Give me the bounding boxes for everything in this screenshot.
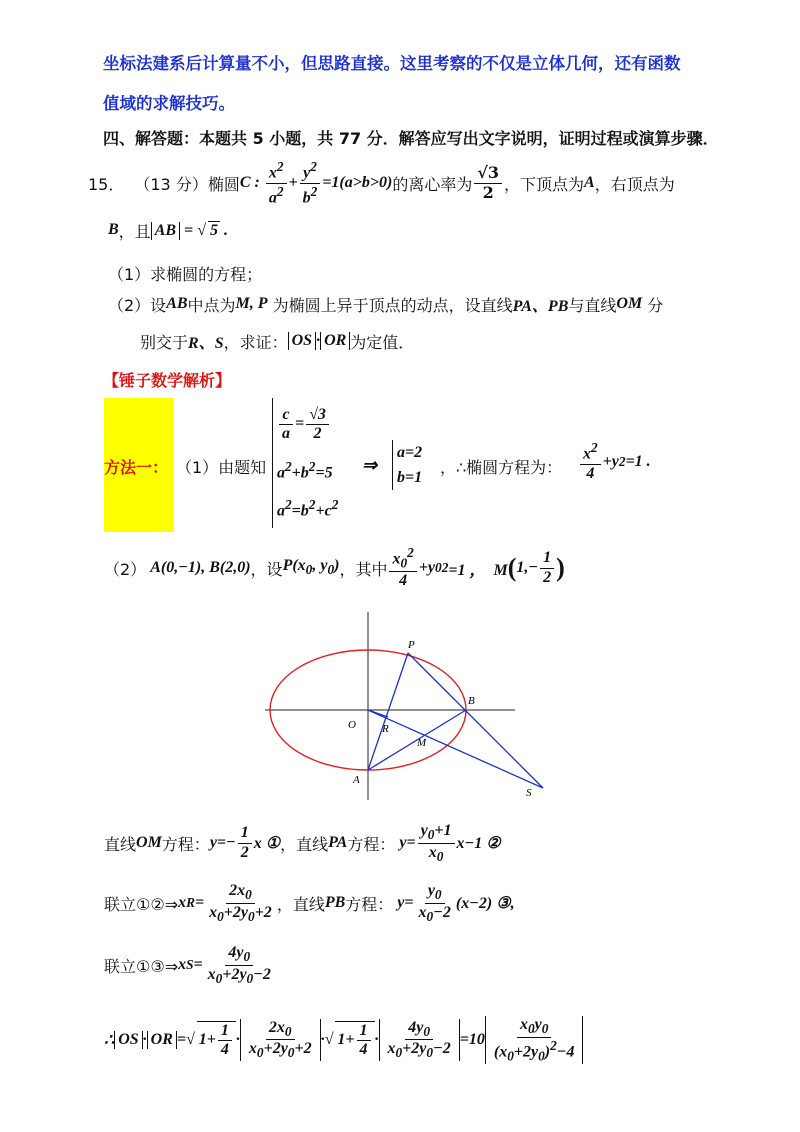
label-a: A <box>353 774 360 786</box>
xs-equation: x S = $\frac{4y_0}{x_0+2y_0-2}$ <box>178 944 271 986</box>
part-2-prove-text: ，求证： <box>223 332 288 352</box>
step-joint1-text: 联立①②⇒ <box>104 894 179 914</box>
part-2-label: （2）设 <box>108 295 167 315</box>
final-equation: OS · OR =√ 1+ $\frac{1}{4}$ · $\frac{2x_0}{x_0+2y_0+2}$ ·√ 1+ $\frac{1}{4}$ · $\frac{4y_0}{x_0+2y_0-2}$ =10 $\frac{x_0y_0}{(x_0+2y_0)^2-4}$ <box>114 1016 583 1063</box>
line-om-extension <box>368 710 388 717</box>
step-line-om-pa <box>104 818 501 868</box>
part-2-intersect-text: 别交于 <box>140 332 189 352</box>
stem-condition-text: ，且 <box>118 221 151 241</box>
step-pa-prefix: ，直线 <box>280 834 329 854</box>
problem-stem-line-2 <box>108 217 228 243</box>
point-p-coordinates: $P(x_0$, $y_0$) <box>282 557 340 578</box>
final-therefore: ∴ <box>104 1032 115 1049</box>
step-joint-2 <box>104 940 276 990</box>
label-m: M <box>417 737 427 749</box>
points-r-s: R、S <box>188 334 224 352</box>
section-header: 四、解答题：本题共 5 小题，共 77 分．解答应写出文字说明，证明过程或演算步骤． <box>103 129 719 148</box>
points-a-b-coordinates: A(0,−1), B(2,0) <box>146 559 251 576</box>
solution-set-text: ，设 <box>250 559 283 579</box>
pa-equation: y= $\frac{y_0+1}{x_0}$ x−1 ② <box>395 822 501 864</box>
system-of-equations: $\frac{c}{a}$ = $\frac{√3}{2}$ $a^2+b^2=5$ $a^2=b^2+c^2$ <box>272 398 338 528</box>
stem-eccentricity-text: 的离心率为 <box>392 174 473 194</box>
step-om-label: 方程： <box>161 834 210 854</box>
step-pb-label: 方程： <box>345 894 394 914</box>
eccentricity-value: $\frac{√3}{2}$ <box>474 164 502 202</box>
xr-equation: x R = $\frac{2x_0}{x_0+2y_0+2}$ <box>178 882 272 924</box>
points-m-p: M, P <box>235 295 268 312</box>
product-expression: OS · OR <box>288 332 351 350</box>
line-om-line <box>368 710 543 788</box>
step-om-prefix: 直线 <box>104 834 137 854</box>
step-joint2-text: 联立①③⇒ <box>104 956 179 976</box>
part-2-question-line-2 <box>140 328 414 354</box>
part-2-question <box>108 291 663 317</box>
point-a: A <box>584 174 595 191</box>
intro-line-2: 值域的求解技巧。 <box>103 94 235 113</box>
step-pb-prefix: ，直线 <box>276 894 325 914</box>
part-2-midpoint-text: 中点为 <box>187 295 236 315</box>
part-2-moving-point-text: 为椭圆上异于顶点的动点，设直线 <box>272 295 513 315</box>
label-r: R <box>382 723 389 735</box>
step-pa-label: 方程： <box>347 834 396 854</box>
ellipse-conclusion-text: ，∴椭圆方程为： <box>440 458 563 477</box>
implies-arrow: ⇒ <box>362 455 378 475</box>
solution-part-1-prefix: （1）由题知 <box>176 458 267 477</box>
lines-pa-pb: PA、PB <box>512 297 569 315</box>
problem-stem <box>88 160 675 206</box>
method-1-label: 方法一： <box>104 458 169 477</box>
line-pb <box>408 653 543 788</box>
label-b: B <box>468 695 475 707</box>
segment-ab: AB <box>166 295 188 312</box>
label-s: S <box>526 787 532 799</box>
om-symbol: OM <box>136 834 162 851</box>
point-b: B <box>108 221 119 238</box>
om-equation: y=− $\frac{1}{2}$ x ① <box>209 824 281 861</box>
solution-part-2-line <box>104 545 565 590</box>
intro-line-1: 坐标法建系后计算量不小，但思路直接。这里考察的不仅是立体几何，还有函数 <box>103 54 681 73</box>
part-1-question: （1）求椭圆的方程； <box>108 265 263 284</box>
label-o: O <box>348 719 356 731</box>
step-joint-1 <box>104 878 515 928</box>
part-2-constant-text: 为定值． <box>350 332 415 352</box>
stem-right-vertex-text: ，右顶点为 <box>594 174 675 194</box>
ellipse-equation: C : $\frac{x^2}{a^2}$ + $\frac{y^2}{b^2}$ =1(a>b>0) <box>239 158 393 206</box>
stem-ellipse-text: 椭圆 <box>207 174 240 194</box>
pb-symbol: PB <box>324 894 346 911</box>
solution-part-2-label: （2） <box>104 559 147 579</box>
label-p: P <box>408 639 415 651</box>
final-expression <box>104 1010 583 1070</box>
part-2-line-text: 与直线 <box>568 295 617 315</box>
pa-symbol: PA <box>328 834 348 851</box>
stem-lower-vertex-text: ，下顶点为 <box>504 174 585 194</box>
problem-points: （13 分） <box>134 174 208 194</box>
p-on-ellipse-equation: $\frac{x_0^2}{4}$ +y 0 2 =1 ， M ( 1,− $\frac{1}{2}$ ) <box>387 545 564 590</box>
problem-number: 15． <box>88 174 125 194</box>
part-2-fen-text: 分 <box>647 295 664 315</box>
ellipse-result-equation: $\frac{x^2}{4}$ +y 2 =1 . <box>578 440 651 483</box>
ellipse-figure <box>260 600 530 805</box>
solution-ab-values: a=2 b=1 <box>392 440 422 490</box>
pb-equation: y= $\frac{y_0}{x_0-2}$ (x−2) ③, <box>393 882 515 924</box>
ab-length-equation: AB = √ 5 . <box>151 221 228 240</box>
analysis-header: 【锤子数学解析】 <box>103 371 232 390</box>
solution-where-text: ，其中 <box>339 559 388 579</box>
line-om: OM <box>616 295 643 312</box>
